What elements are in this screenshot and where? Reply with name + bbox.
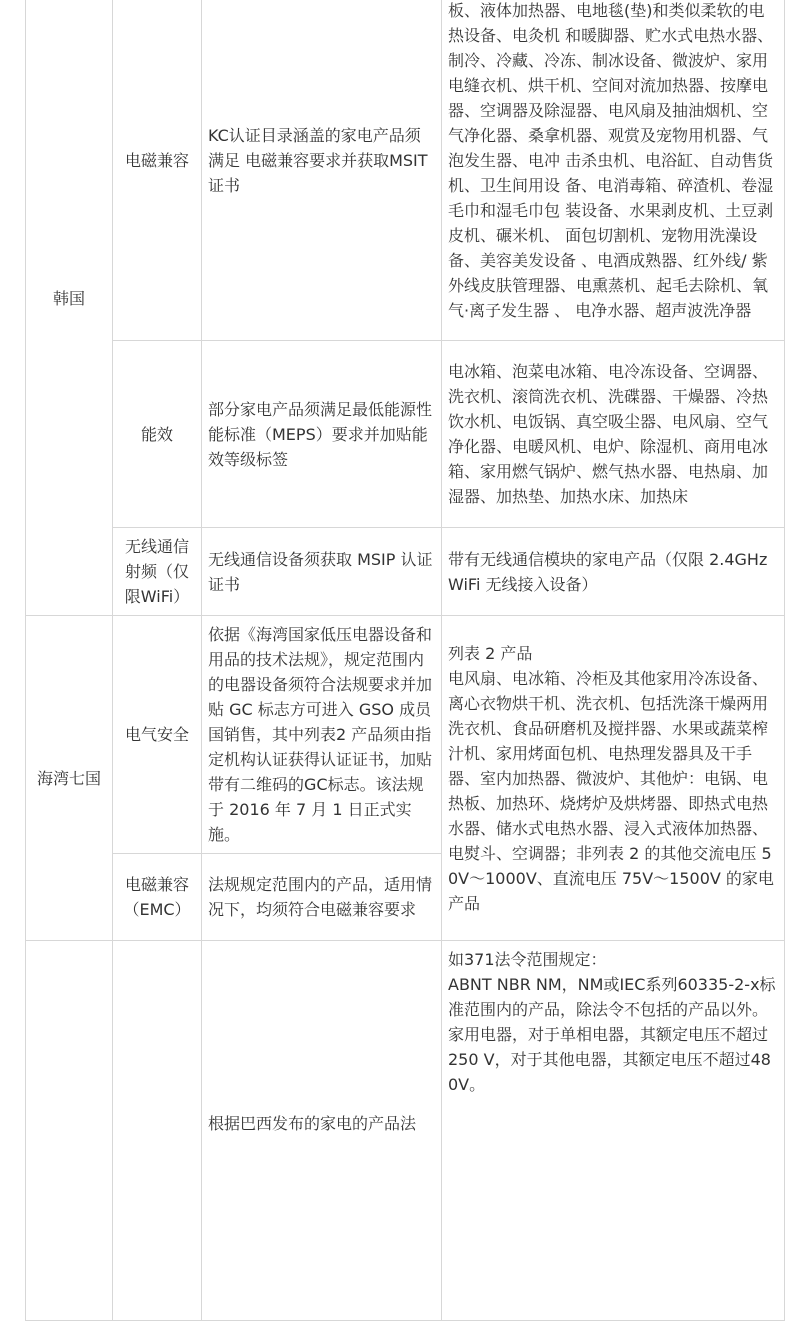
category-cell-gulf-safety: 电气安全 xyxy=(113,616,202,854)
requirement-cell-korea-energy: 部分家电产品须满足最低能源性能标准（MEPS）要求并加贴能效等级标签 xyxy=(202,341,442,528)
table-row xyxy=(26,616,785,854)
requirement-cell-korea-wireless: 无线通信设备须获取 MSIP 认证证书 xyxy=(202,528,442,616)
table-row xyxy=(26,0,785,341)
country-cell-korea: 韩国 xyxy=(26,0,113,616)
scope-cell-brazil xyxy=(442,941,785,1321)
scope-title-gulf: 列表 2 产品 xyxy=(448,643,533,663)
table-row xyxy=(26,528,785,616)
country-cell-gulf: 海湾七国 xyxy=(26,616,113,941)
scope-line-brazil-1: 如371法令范围规定： xyxy=(448,950,607,969)
table-row xyxy=(26,341,785,528)
requirement-cell-korea-emc: KC认证目录涵盖的家电产品须满足 电磁兼容要求并获取MSIT 证书 xyxy=(202,0,442,341)
scope-line-brazil-2: ABNT NBR NM，NM或IEC系列60335-2-x标准范围内的产品，除法令不包括的产品以外。 xyxy=(448,975,776,1019)
requirement-cell-brazil: 根据巴西发布的家电的产品法 xyxy=(202,941,442,1321)
country-cell-brazil xyxy=(26,941,113,1321)
table-row xyxy=(26,941,785,1321)
requirement-cell-gulf-safety: 依据《海湾国家低压电器设备和用品的技术法规》，规定范围内的电器设备须符合法规要求并加贴 GC 标志方可进入 GSO 成员国销售，其中列表2 产品须由指定机构认证获得认证证书，加贴带有二维码的GC标志。该法规于 2016 年 7 月 1 日正式实施。 xyxy=(202,616,442,854)
requirement-cell-gulf-emc: 法规规定范围内的产品，适用情况下，均须符合电磁兼容要求 xyxy=(202,854,442,941)
category-cell-korea-wireless: 无线通信射频（仅限WiFi） xyxy=(113,528,202,616)
regulation-table xyxy=(25,0,785,1321)
category-cell-gulf-emc: 电磁兼容（EMC） xyxy=(113,854,202,941)
scope-cell-korea-wireless: 带有无线通信模块的家电产品（仅限 2.4GHz WiFi 无线接入设备） xyxy=(442,528,785,616)
scope-text-gulf: 电风扇、电冰箱、冷柜及其他家用冷冻设备、离心衣物烘干机、洗衣机、包括洗涤干燥两用洗衣机、食品研磨机及搅拌器、水果或蔬菜榨汁机、家用烤面包机、电热理发器具及干手器、室内加热器、微波炉、其他炉：电锅、电热板、加热环、烧烤炉及烘烤器、即热式电热水器、储水式电热水器、浸入式液体加热器、电熨斗、空调器；非列表 2 的其他交流电压 50V～1000V、直流电压 75V～1500V 的家电产品 xyxy=(448,668,774,913)
regulation-table-container xyxy=(25,0,780,1321)
scope-cell-korea-emc: 板、液体加热器、电地毯(垫)和类似柔软的电热设备、电灸机 和暖脚器、贮水式电热水器、制冷、冷藏、冷冻、制冰设备、微波炉、家用电缝衣机、烘干机、空间对流加热器、按摩电器、空调器及除湿器、电风扇及抽油烟机、空气净化器、桑拿机器、观赏及宠物用机器、气泡发生器、电冲 击杀虫机、电浴缸、自动售货机、卫生间用设 备、电消毒箱、碎渣机、卷湿毛巾和湿毛巾包 装设备、水果剥皮机、土豆剥皮机、碾米机、 面包切割机、宠物用洗澡设备、美容美发设备 、电酒成熟器、红外线/ 紫外线皮肤管理器、电熏蒸机、起毛去除机、氧气·离子发生器 、 电净水器、超声波洗净器 xyxy=(442,0,785,341)
scope-cell-gulf xyxy=(442,616,785,941)
scope-line-brazil-3: 家用电器，对于单相电器，其额定电压不超过250 V，对于其他电器，其额定电压不超过480V。 xyxy=(448,1025,771,1094)
category-cell-brazil xyxy=(113,941,202,1321)
scope-cell-korea-energy: 电冰箱、泡菜电冰箱、电冷冻设备、空调器、洗衣机、滚筒洗衣机、洗碟器、干燥器、冷热饮水机、电饭锅、真空吸尘器、电风扇、空气净化器、电暖风机、电炉、除湿机、商用电冰箱、家用燃气锅炉、燃气热水器、电热扇、加湿器、加热垫、加热水床、加热床 xyxy=(442,341,785,528)
category-cell-korea-energy: 能效 xyxy=(113,341,202,528)
category-cell-korea-emc: 电磁兼容 xyxy=(113,0,202,341)
